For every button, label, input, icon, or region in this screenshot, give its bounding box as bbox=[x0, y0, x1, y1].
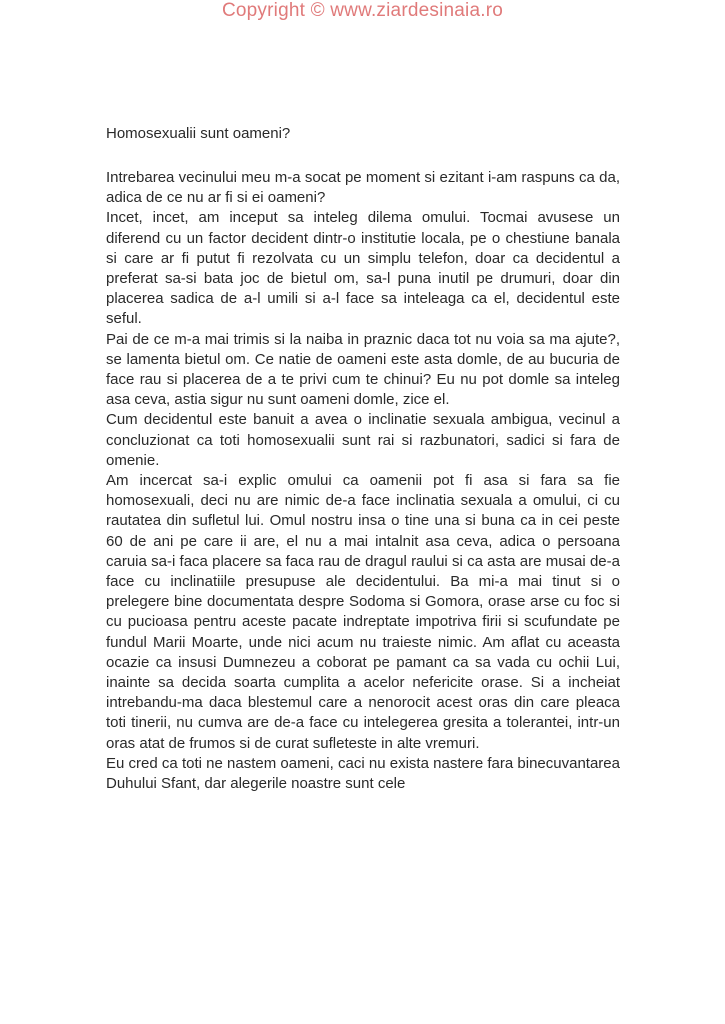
paragraph: Am incercat sa-i explic omului ca oamenii pot fi asa si fara sa fie homosexuali, deci nu are nimic de-a face inclinatia sexuala a omului, ci cu rautatea din sufletul lui. Omul nostru insa o tine una si buna ca in cei peste 60 de ani pe care ii are, el nu a mai intalnit asa ceva, adica o persoana caruia sa-i faca placere sa faca rau de dragul raului si ca asta are musai de-a face cu inclinatiile presupuse ale decidentului. Ba mi-a mai tinut si o prelegere bine documentata despre Sodoma si Gomora, orase arse cu foc si cu pucioasa pentru aceste pacate indreptate impotriva firii si scufundate pe fundul Marii Moarte, unde nici acum nu traieste nimic. Am aflat cu aceasta ocazie ca insusi Dumnezeu a coborat pe pamant ca sa vada cu ochii Lui, inainte sa decida soarta cumplita a acelor nefericite orase. Si a incheiat intrebandu-ma daca blestemul care a nenorocit acest oras din care pleaca toti tinerii, nu cumva are de-a face cu intelegerea gresita a tolerantei, intr-un oras atat de frumos si de curat sufleteste in alte vremuri. bbox=[106, 472, 620, 752]
paragraph: Cum decidentul este banuit a avea o inclinatie sexuala ambigua, vecinul a concluzionat ca toti homosexualii sunt rai si razbunatori, sadici si fara de omenie. bbox=[106, 411, 620, 469]
article-body bbox=[106, 124, 620, 794]
paragraph: Intrebarea vecinului meu m-a socat pe moment si ezitant i-am raspuns ca da, adica de ce nu ar fi si ei oameni? bbox=[106, 169, 620, 207]
copyright-watermark: Copyright © www.ziardesinaia.ro bbox=[221, 0, 504, 21]
article-title: Homosexualii sunt oameni? bbox=[106, 125, 291, 142]
paragraph: Pai de ce m-a mai trimis si la naiba in praznic daca tot nu voia sa ma ajute?, se lamenta bietul om. Ce natie de oameni este asta domle, de au bucuria de face rau si placerea de a te privi cum te chinui? Eu nu pot domle sa inteleg asa ceva, astia sigur nu sunt oameni domle, zice el. bbox=[106, 330, 620, 409]
paragraph: Incet, incet, am inceput sa inteleg dilema omului. Tocmai avusese un diferend cu un factor decident dintr-o institutie locala, pe o chestiune banala si care ar fi putut fi rezolvata cu un simplu telefon, doar ca decidentul a preferat sa-si bata joc de bietul om, sa-l puna inutil pe drumuri, doar din placerea sadica de a-l umili si a-l face sa inteleaga ca el, decidentul este seful. bbox=[106, 209, 620, 328]
paragraph: Eu cred ca toti ne nastem oameni, caci nu exista nastere fara binecuvantarea Duhului Sfant, dar alegerile noastre sunt cele bbox=[106, 754, 620, 793]
